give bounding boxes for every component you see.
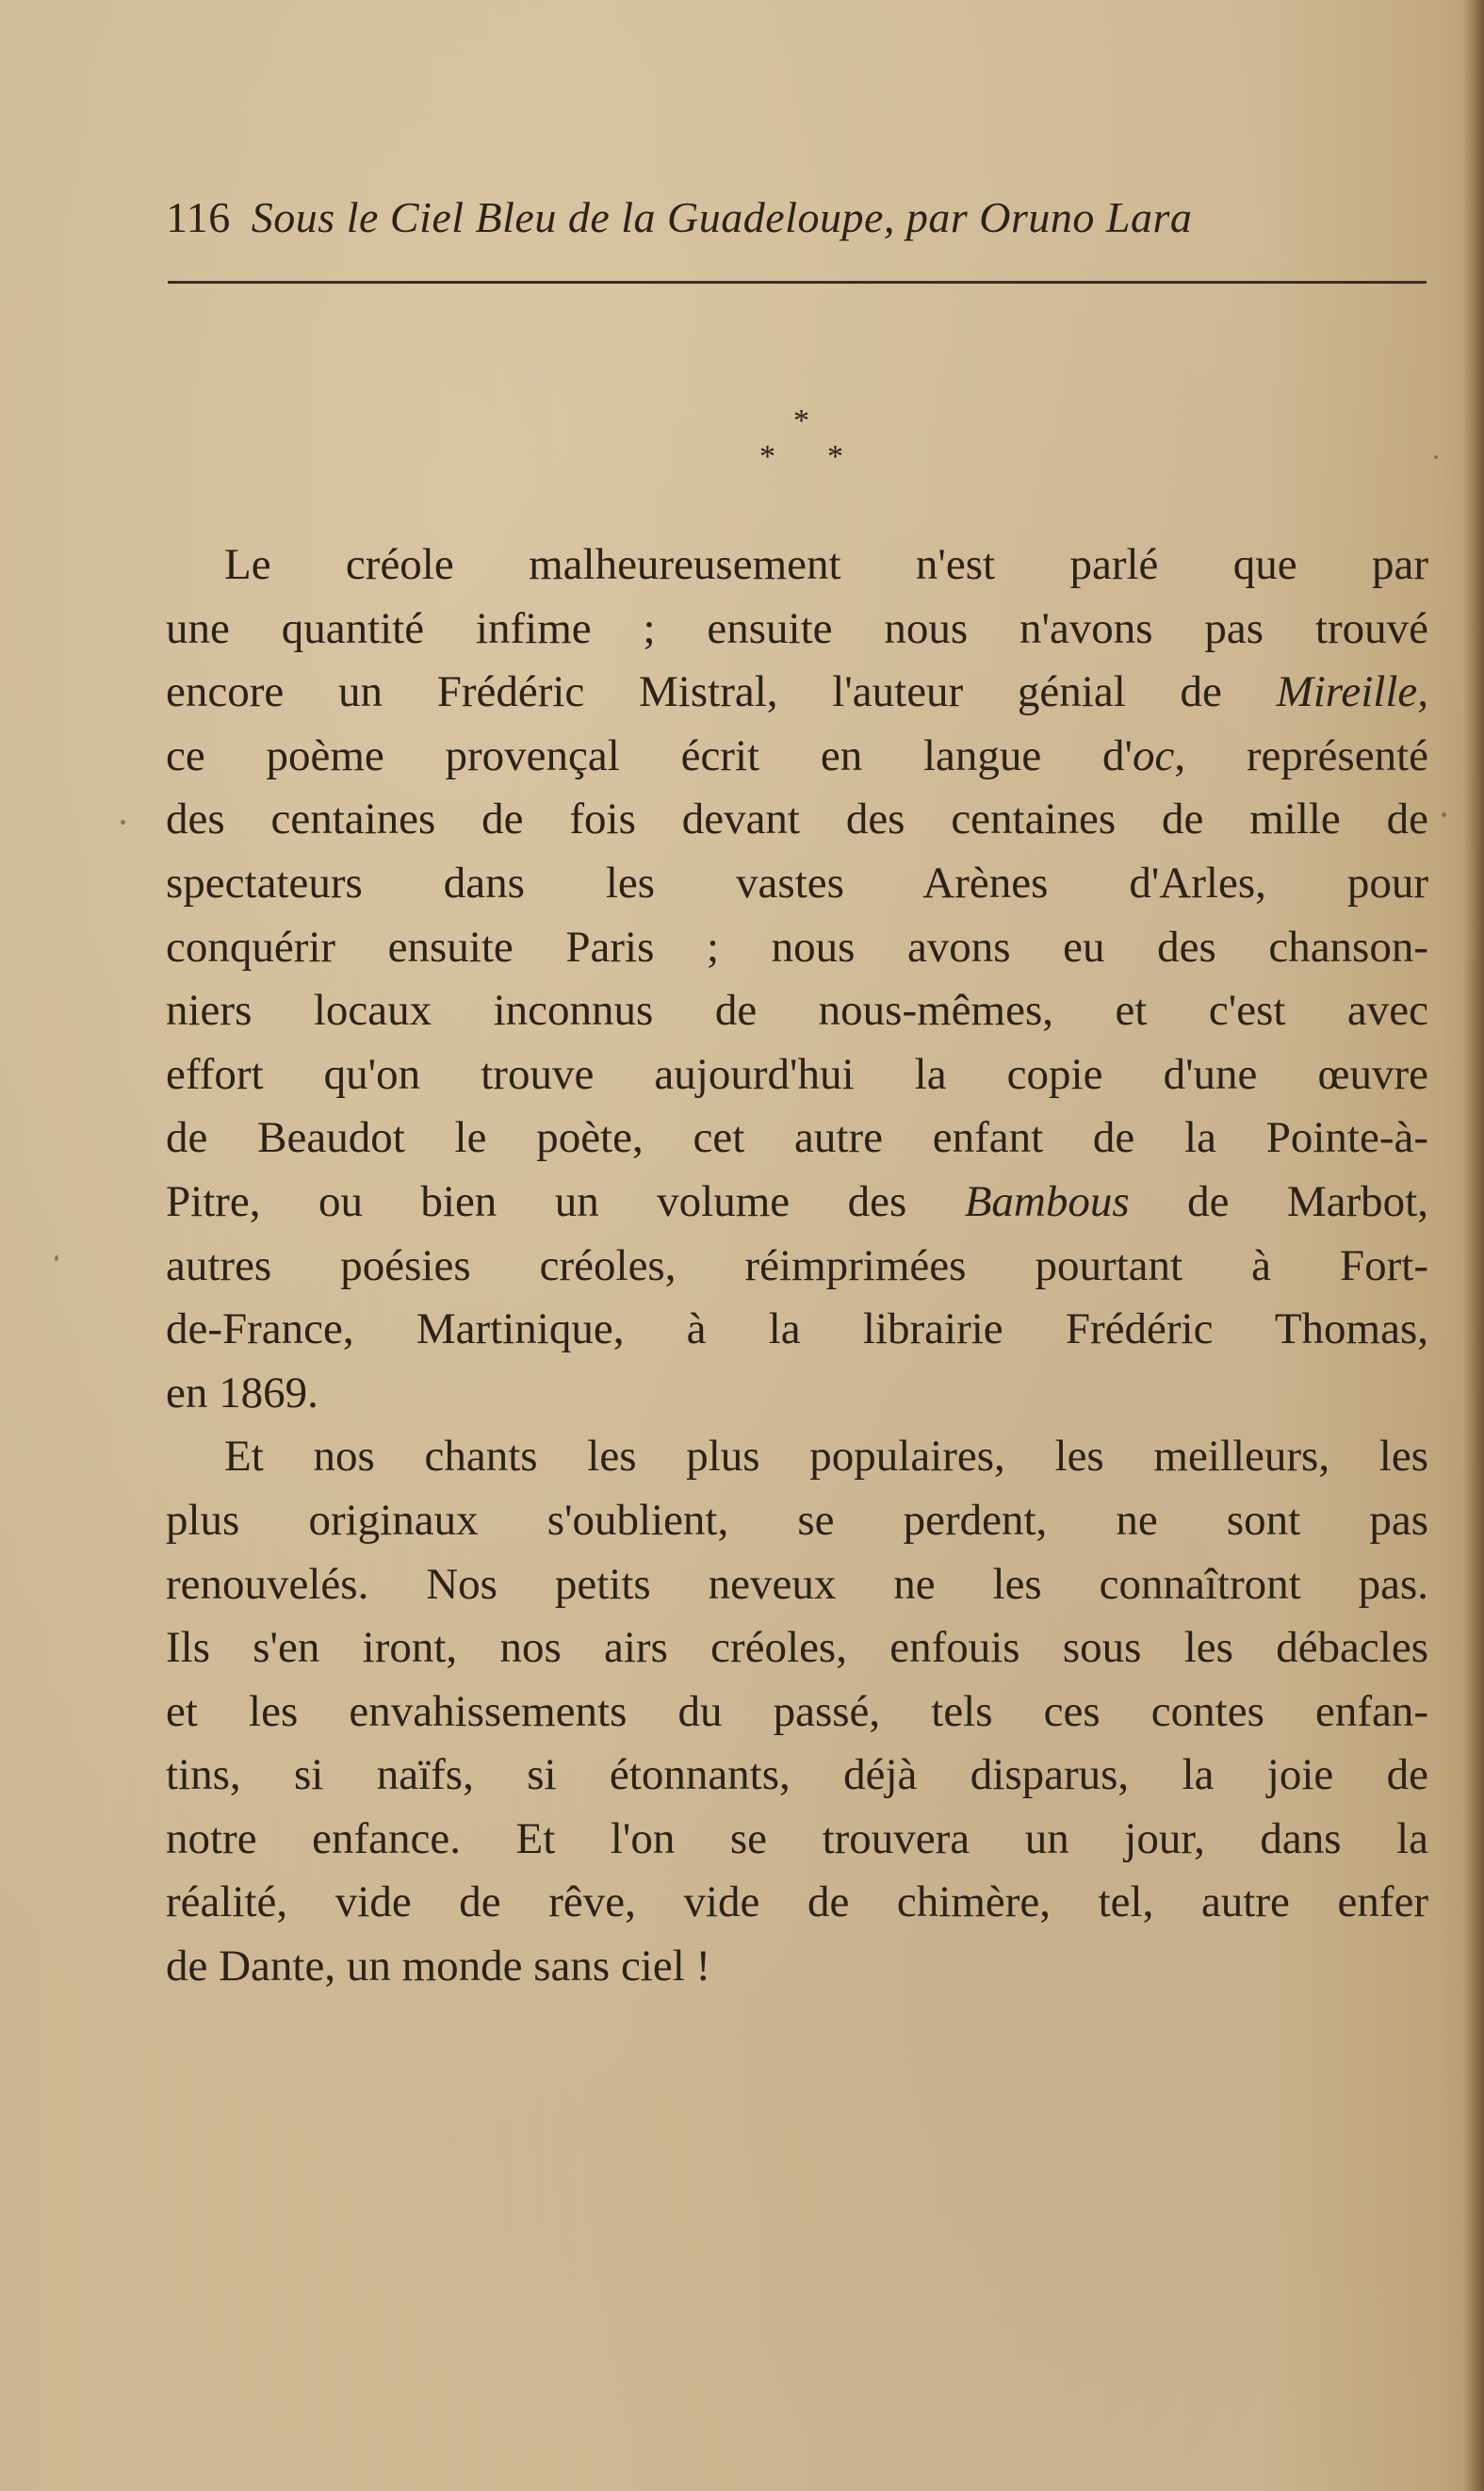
text-run: encore un Frédéric Mistral, l'auteur génial de (166, 667, 1277, 717)
text-line: de Beaudot le poète, cet autre enfant de la Pointe-à- (166, 1113, 1428, 1163)
body-text (166, 533, 1428, 1999)
paper-speck (1442, 812, 1446, 817)
paper-speck (1434, 455, 1438, 459)
paper-speck (121, 820, 125, 825)
asterism-star-right: * (827, 439, 843, 474)
text-line: niers locaux inconnus de nous-mêmes, et c'est avec (166, 986, 1428, 1036)
text-run: de Marbot, (1129, 1176, 1428, 1226)
text-line: en 1869. (166, 1368, 318, 1418)
text-line: une quantité infime ; ensuite nous n'avons pas trouvé (166, 603, 1428, 653)
text-line: de Dante, un monde sans ciel ! (166, 1942, 711, 1991)
running-title: Sous le Ciel Bleu de la Guadeloupe, par Oruno Lara (251, 193, 1193, 241)
text-line (166, 725, 1428, 789)
italic-title-bambous: Bambous (964, 1176, 1130, 1226)
asterism-divider (754, 405, 857, 481)
text-run: ce poème provençal écrit en langue d' (166, 730, 1133, 780)
text-line: Le créole malheureusement n'est parlé que par (224, 540, 1428, 589)
text-line: renouvelés. Nos petits neveux ne les connaîtront pas. (166, 1559, 1428, 1609)
italic-word-oc: oc (1133, 730, 1175, 780)
text-line: spectateurs dans les vastes Arènes d'Arles, pour (166, 858, 1428, 908)
text-run: , représenté (1174, 730, 1428, 780)
header-rule (168, 281, 1427, 284)
text-line: réalité, vide de rêve, vide de chimère, tel, autre enfer (166, 1877, 1428, 1927)
paragraph-1 (166, 533, 1428, 1425)
text-line: des centaines de fois devant des centaines de mille de (166, 795, 1428, 844)
asterism-star-left: * (759, 439, 775, 474)
text-line (166, 661, 1428, 725)
text-line: effort qu'on trouve aujourd'hui la copie d'une œuvre (166, 1049, 1428, 1099)
italic-title-mireille: Mireille, (1276, 667, 1428, 717)
text-line: de-France, Martinique, à la librairie Frédéric Thomas, (166, 1304, 1428, 1354)
text-line: conquérir ensuite Paris ; nous avons eu des chanson- (166, 922, 1428, 972)
paragraph-2 (166, 1425, 1428, 1998)
text-line: Et nos chants les plus populaires, les meilleurs, les (224, 1432, 1428, 1482)
page-number: 116 (166, 193, 231, 241)
text-line: tins, si naïfs, si étonnants, déjà disparus, la joie de (166, 1750, 1428, 1800)
text-line (166, 1171, 1428, 1235)
running-head (166, 185, 1428, 251)
text-line: Ils s'en iront, nos airs créoles, enfouis sous les débacles (166, 1623, 1428, 1673)
page-edge-shadow (1463, 0, 1484, 2491)
asterism-star-top: * (793, 403, 809, 438)
text-line: notre enfance. Et l'on se trouvera un jour, dans la (166, 1813, 1428, 1863)
text-line: autres poésies créoles, réimprimées pourtant à Fort- (166, 1240, 1428, 1290)
text-line: et les envahissements du passé, tels ces contes enfan- (166, 1686, 1428, 1736)
text-line: plus originaux s'oublient, se perdent, ne sont pas (166, 1495, 1428, 1545)
paper-speck (55, 1255, 58, 1261)
text-run: Pitre, ou bien un volume des (166, 1176, 965, 1226)
